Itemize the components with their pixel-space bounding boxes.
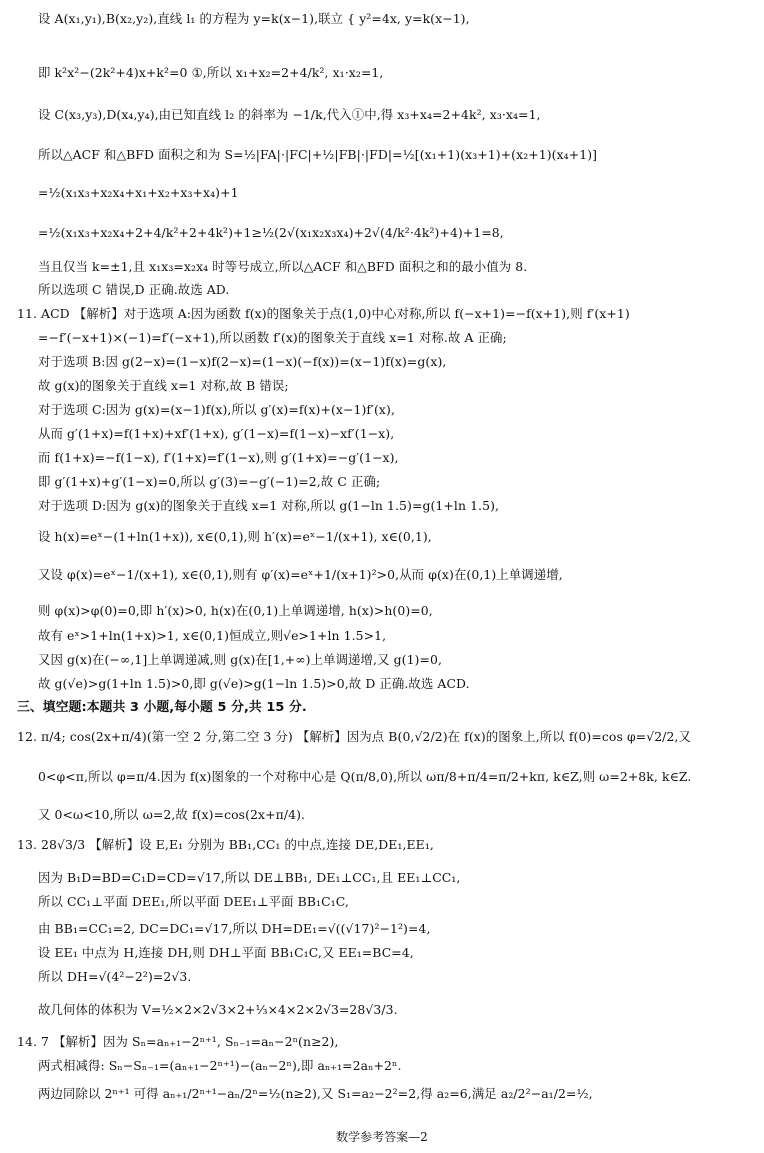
solution-text-line: 由 BB₁=CC₁=2, DC=DC₁=√17,所以 DH=DE₁=√((√17)²−1²)=4,	[38, 921, 431, 936]
solution-text-line: 设 A(x₁,y₁),B(x₂,y₂),直线 l₁ 的方程为 y=k(x−1),联立 { y²=4x, y=k(x−1),	[38, 11, 470, 26]
solution-text-line: 设 h(x)=eˣ−(1+ln(1+x)), x∈(0,1),则 h′(x)=eˣ−1/(x+1), x∈(0,1),	[38, 529, 432, 544]
solution-text-line: 两边同除以 2ⁿ⁺¹ 可得 aₙ₊₁/2ⁿ⁺¹−aₙ/2ⁿ=½(n≥2),又 S₁=a₂−2²=2,得 a₂=6,满足 a₂/2²−a₁/2=½,	[38, 1086, 593, 1101]
solution-text-line: 因为 B₁D=BD=C₁D=CD=√17,所以 DE⊥BB₁, DE₁⊥CC₁,且 EE₁⊥CC₁,	[38, 870, 461, 885]
solution-text-line: 当且仅当 k=±1,且 x₁x₃=x₂x₄ 时等号成立,所以△ACF 和△BFD 面积之和的最小值为 8.	[38, 259, 528, 274]
problem-answer-line: 12. π/4; cos(2x+π/4)(第一空 2 分,第二空 3 分) 【解析】因为点 B(0,√2/2)在 f(x)的图象上,所以 f(0)=cos φ=√2/2,又	[17, 729, 691, 744]
solution-text-line: 故 g(√e)>g(1+ln 1.5)>0,即 g(√e)>g(1−ln 1.5)>0,故 D 正确.故选 ACD.	[38, 676, 470, 691]
solution-text-line: =−f′(−x+1)×(−1)=f′(−x+1),所以函数 f′(x)的图象关于直线 x=1 对称.故 A 正确;	[38, 330, 507, 345]
solution-text-line: 又设 φ(x)=eˣ−1/(x+1), x∈(0,1),则有 φ′(x)=eˣ+1/(x+1)²>0,从而 φ(x)在(0,1)上单调递增,	[38, 567, 563, 582]
solution-text-line: 而 f(1+x)=−f(1−x), f′(1+x)=f′(1−x),则 g′(1+x)=−g′(1−x),	[38, 450, 399, 465]
problem-answer-line: 11. ACD 【解析】对于选项 A:因为函数 f(x)的图象关于点(1,0)中心对称,所以 f(−x+1)=−f(x+1),则 f′(x+1)	[17, 306, 630, 321]
solution-text-line: 即 g′(1+x)+g′(1−x)=0,所以 g′(3)=−g′(−1)=2,故 C 正确;	[38, 474, 381, 489]
solution-text-line: 所以选项 C 错误,D 正确.故选 AD.	[38, 282, 230, 297]
solution-text-line: 故有 eˣ>1+ln(1+x)>1, x∈(0,1)恒成立,则√e>1+ln 1.5>1,	[38, 628, 387, 643]
solution-text-line: =½(x₁x₃+x₂x₄+x₁+x₂+x₃+x₄)+1	[38, 185, 239, 200]
solution-text-line: 所以 DH=√(4²−2²)=2√3.	[38, 969, 192, 984]
solution-text-line: 两式相减得: Sₙ−Sₙ₋₁=(aₙ₊₁−2ⁿ⁺¹)−(aₙ−2ⁿ),即 aₙ₊₁=2aₙ+2ⁿ.	[38, 1058, 402, 1073]
solution-text-line: 设 C(x₃,y₃),D(x₄,y₄),由已知直线 l₂ 的斜率为 −1/k,代入①中,得 x₃+x₄=2+4k², x₃·x₄=1,	[38, 107, 541, 122]
solution-text-line: 0<φ<π,所以 φ=π/4.因为 f(x)图象的一个对称中心是 Q(π/8,0),所以 ωπ/8+π/4=π/2+kπ, k∈Z,则 ω=2+8k, k∈Z.	[38, 769, 692, 784]
solution-text-line: 从而 g′(1+x)=f(1+x)+xf′(1+x), g′(1−x)=f(1−x)−xf′(1−x),	[38, 426, 395, 441]
solution-text-line: 对于选项 C:因为 g(x)=(x−1)f(x),所以 g′(x)=f(x)+(x−1)f′(x),	[38, 402, 395, 417]
solution-text-line: 则 φ(x)>φ(0)=0,即 h′(x)>0, h(x)在(0,1)上单调递增, h(x)>h(0)=0,	[38, 603, 433, 618]
solution-text-line: =½(x₁x₃+x₂x₄+2+4/k²+2+4k²)+1≥½(2√(x₁x₂x₃x₄)+2√(4/k²·4k²)+4)+1=8,	[38, 225, 504, 240]
section-heading: 三、填空题:本题共 3 小题,每小题 5 分,共 15 分.	[17, 700, 307, 715]
solution-text-line: 所以△ACF 和△BFD 面积之和为 S=½|FA|·|FC|+½|FB|·|FD|=½[(x₁+1)(x₃+1)+(x₂+1)(x₄+1)]	[38, 147, 598, 162]
solution-text-line: 即 k²x²−(2k²+4)x+k²=0 ①,所以 x₁+x₂=2+4/k², x₁·x₂=1,	[38, 65, 384, 80]
solution-text-line: 对于选项 B:因 g(2−x)=(1−x)f(2−x)=(1−x)(−f(x))=(x−1)f(x)=g(x),	[38, 354, 447, 369]
solution-text-line: 又因 g(x)在(−∞,1]上单调递减,则 g(x)在[1,+∞)上单调递增,又 g(1)=0,	[38, 652, 442, 667]
problem-answer-line: 14. 7 【解析】因为 Sₙ=aₙ₊₁−2ⁿ⁺¹, Sₙ₋₁=aₙ−2ⁿ(n≥2),	[17, 1034, 339, 1049]
solution-text-line: 故几何体的体积为 V=½×2×2√3×2+⅓×4×2×2√3=28√3/3.	[38, 1002, 398, 1017]
page-footer: 数学参考答案—2	[336, 1130, 428, 1144]
solution-text-line: 又 0<ω<10,所以 ω=2,故 f(x)=cos(2x+π/4).	[38, 807, 306, 822]
solution-text-line: 对于选项 D:因为 g(x)的图象关于直线 x=1 对称,所以 g(1−ln 1.5)=g(1+ln 1.5),	[38, 498, 500, 513]
solution-text-line: 所以 CC₁⊥平面 DEE₁,所以平面 DEE₁⊥平面 BB₁C₁C,	[38, 894, 349, 909]
solution-text-line: 故 g(x)的图象关于直线 x=1 对称,故 B 错误;	[38, 378, 289, 393]
solution-text-line: 设 EE₁ 中点为 H,连接 DH,则 DH⊥平面 BB₁C₁C,又 EE₁=BC=4,	[38, 945, 414, 960]
problem-answer-line: 13. 28√3/3 【解析】设 E,E₁ 分别为 BB₁,CC₁ 的中点,连接 DE,DE₁,EE₁,	[17, 837, 434, 852]
